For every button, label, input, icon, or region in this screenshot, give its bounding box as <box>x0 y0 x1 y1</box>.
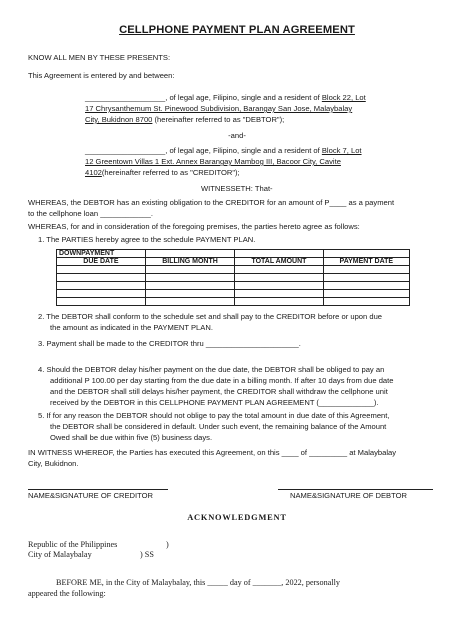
table-cell <box>323 282 409 290</box>
clause-5-line-2: the DEBTOR shall be considered in default. Under such event, the remaining balance of the Amount <box>50 422 387 431</box>
creditor-address-part-2: 12 Greentown Villas 1 Ext. Annex Barangay Mambog III, Bacoor City, Cavite <box>85 157 341 166</box>
clause-3: 3. Payment shall be made to the CREDITOR thru ______________________. <box>38 339 301 348</box>
table-cell <box>235 250 323 258</box>
clause-2-line-2: the amount as indicated in the PAYMENT PLAN. <box>50 323 213 332</box>
witness-line-2: City, Bukidnon. <box>28 459 79 468</box>
creditor-address-part-1: Block 7, Lot <box>321 146 362 155</box>
column-header-billing-month: BILLING MONTH <box>145 258 234 266</box>
debtor-signature-label: NAME&SIGNATURE OF DEBTOR <box>290 491 408 500</box>
creditor-address-part-3: 4102 <box>85 168 102 177</box>
whereas-1-line-2: to the cellphone loan ____________. <box>28 209 153 218</box>
debtor-address-part-3: City, Bukidnon 8700 <box>85 115 153 124</box>
table-cell <box>323 298 409 306</box>
clause-4-line-3: and the DEBTOR shall still delays his/her payment, the CREDITOR shall withdraw the cellphone unit <box>50 387 388 396</box>
table-cell <box>235 282 323 290</box>
table-row <box>57 274 410 282</box>
table-cell <box>145 274 234 282</box>
debtor-line-1 <box>85 93 366 103</box>
clause-4-line-2: additional P 100.00 per day starting from the due date in a billing month. If after 10 days from due date <box>50 376 394 385</box>
table-cell <box>57 274 146 282</box>
column-header-payment-date: PAYMENT DATE <box>323 258 409 266</box>
city-text: City of Malaybalay <box>28 550 92 559</box>
table-cell <box>145 282 234 290</box>
table-cell <box>235 266 323 274</box>
table-cell <box>323 250 409 258</box>
clause-5-line-1: 5. If for any reason the DEBTOR should not oblige to pay the total amount in due date of this Agreement, <box>38 411 390 420</box>
witnesseth-heading: WITNESSETH: That- <box>201 184 273 193</box>
clause-5-line-3: Owed shall be due within five (5) business days. <box>50 433 213 442</box>
table-cell <box>235 298 323 306</box>
debtor-signature-line <box>278 489 433 490</box>
before-me-line-2: appeared the following: <box>28 589 106 598</box>
column-header-total-amount: TOTAL AMOUNT <box>235 258 323 266</box>
table-cell <box>145 290 234 298</box>
table-cell <box>145 250 234 258</box>
witness-line-1: IN WITNESS WHEREOF, the Parties has executed this Agreement, on this ____ of _________ at Malaybalay <box>28 448 397 457</box>
creditor-signature-line <box>28 489 168 490</box>
table-row <box>57 282 410 290</box>
column-header-due-date: DUE DATE <box>57 258 146 266</box>
table-cell <box>57 290 146 298</box>
payment-plan-table <box>56 249 410 306</box>
table-cell <box>235 290 323 298</box>
table-cell <box>323 266 409 274</box>
downpayment-header: DOWNPAYMENT <box>57 250 146 258</box>
debtor-address-part-2: 17 Chrysanthemum St. Pinewood Subdivision, Barangay San Jose, Malaybalay <box>85 104 353 113</box>
clause-4-line-1: 4. Should the DEBTOR delay his/her payment on the due date, the DEBTOR shall be obliged to pay an <box>38 365 385 374</box>
know-all-men-text: KNOW ALL MEN BY THESE PRESENTS: <box>28 53 171 62</box>
republic-paren: ) <box>166 540 169 549</box>
whereas-1-line-1: WHEREAS, the DEBTOR has an existing obligation to the CREDITOR for an amount of P____ as a payment <box>28 198 395 207</box>
table-row <box>57 290 410 298</box>
table-cell <box>323 274 409 282</box>
table-row <box>57 298 410 306</box>
acknowledgment-heading: ACKNOWLEDGMENT <box>187 513 287 522</box>
creditor-designation: (hereinafter referred to as "CREDITOR"); <box>101 168 240 177</box>
table-cell <box>235 274 323 282</box>
table-cell <box>57 266 146 274</box>
table-header-row <box>57 258 410 266</box>
debtor-designation: (hereinafter referred to as "DEBTOR"); <box>152 115 285 124</box>
table-cell <box>57 298 146 306</box>
creditor-line-1 <box>85 146 362 156</box>
clause-2-line-1: 2. The DEBTOR shall conform to the schedule set and shall pay to the CREDITOR before or upon due <box>38 312 383 321</box>
debtor-name-blank: ___________________, of legal age, Filipino, single and a resident of <box>85 93 322 102</box>
debtor-line-3 <box>85 115 284 125</box>
and-separator: -and- <box>228 131 246 140</box>
debtor-address-part-1: Block 22, Lot <box>321 93 366 102</box>
before-me-line-1: BEFORE ME, in the City of Malaybalay, this _____ day of _______, 2022, personally <box>56 578 340 587</box>
republic-text: Republic of the Philippines <box>28 540 118 549</box>
city-ss: ) SS <box>140 550 154 559</box>
whereas-2: WHEREAS, for and in consideration of the foregoing premises, the parties hereto agree as follows: <box>28 222 360 231</box>
table-row <box>57 266 410 274</box>
creditor-name-blank: ___________________, of legal age, Filipino, single and a resident of <box>85 146 322 155</box>
document-title: CELLPHONE PAYMENT PLAN AGREEMENT <box>119 24 355 36</box>
clause-1: 1. The PARTIES hereby agree to the schedule PAYMENT PLAN. <box>38 235 256 244</box>
agreement-entered-text: This Agreement is entered by and between: <box>28 71 175 80</box>
creditor-line-3 <box>85 168 240 178</box>
table-cell <box>57 282 146 290</box>
table-cell <box>323 290 409 298</box>
table-cell <box>145 266 234 274</box>
clause-4-line-4: received by the DEBTOR in this CELLPHONE PAYMENT PLAN AGREEMENT (_____________). <box>50 398 379 407</box>
creditor-signature-label: NAME&SIGNATURE OF CREDITOR <box>28 491 154 500</box>
table-cell <box>145 298 234 306</box>
table-row <box>57 250 410 258</box>
